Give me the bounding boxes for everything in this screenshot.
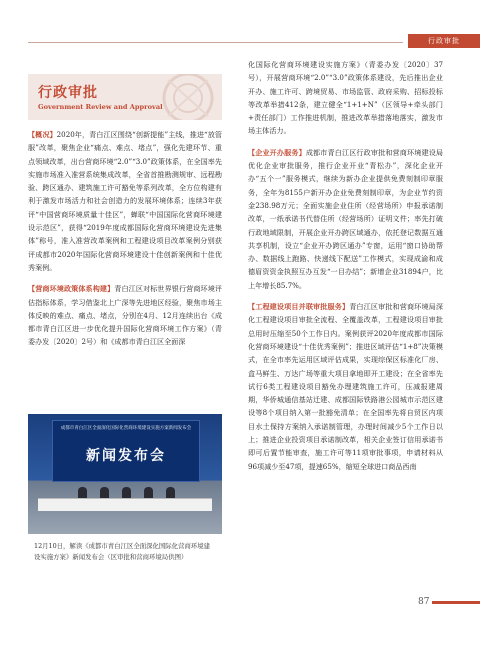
enterprise-heading: 【企业开办服务】 bbox=[248, 147, 306, 157]
section-tag: 行政审批 bbox=[408, 34, 480, 48]
screen-title: 新闻发布会 bbox=[86, 448, 166, 464]
policy-paragraph bbox=[28, 282, 222, 348]
right-column bbox=[248, 58, 443, 481]
project-heading: 【工程建设项目并联审批服务】 bbox=[248, 302, 350, 312]
overview-text: 2020年，青白江区围绕“创新提能”主线，推进“放管服”改革，聚焦企业“痛点、难点、堵点”，强化先建环节、重点领域改革，出台营商环境“2.0”“3.0”政策体系，在全国率先实施市场准入准营系统集成改革，全省首推勘测规审、远程勘验、跨区通办、建筑施工许可豁免等系列改革，全方位构建有利于激发市场活力和社会创造力的发展环境体系；连续3年获评“中国营商环境质量十佳区”，蝉联“中国国际化营商环境建设示范区”，获得“2019年度成都国际化营商环境建设先进集体”称号，准入准营改革案例和工程建设项目改革案例分别获评成都市2020年国际化营商环境建设十佳创新案例和十佳优秀案例。 bbox=[28, 130, 222, 272]
photo-caption: 12月10日，解读《成都市青白江区全面深化国际化营商环境建设实施方案》新闻发布会（区审批和营商环境局供图） bbox=[34, 542, 211, 561]
policy-text: 青白江区对标世界银行营商环境评估指标体系，学习借鉴北上广深等先进地区经验，聚焦市场主体反映的难点、痛点、堵点，分别在4月、12月连续出台《成都市青白江区进一步优化提升国际化营商环境工作方案》（青委办发〔2020〕2号）和《成都市青白江区全面深 bbox=[28, 284, 223, 347]
seal-pattern-icon bbox=[154, 74, 218, 120]
press-conference-photo bbox=[28, 414, 222, 534]
overview-heading: 【概况】 bbox=[28, 130, 57, 139]
screen-subtitle: 成都市青白江区全面深化国际化营商环境建设实施方案新闻发布会 bbox=[60, 426, 192, 431]
header-rule bbox=[28, 42, 403, 43]
conference-table bbox=[38, 498, 212, 511]
policy-continued-paragraph: 化国际化营商环境建设实施方案》（青委办发〔2020〕37号），开展营商环境“2.0”“3.0”政策体系建设，先后推出企业开办、施工许可、跨境贸易、市场监管、政府采购、招标投标等改革举措412条，建立健全“1+1+N”（区领导+牵头部门+责任部门）工作推进机制，推进改革举措落地落实，激发市场主体活力。 bbox=[248, 60, 443, 136]
stage-screen bbox=[52, 420, 200, 482]
page-number: 87 bbox=[418, 597, 430, 607]
project-paragraph bbox=[248, 300, 443, 473]
policy-heading: 【营商环境政策体系构建】 bbox=[28, 284, 115, 294]
enterprise-paragraph bbox=[248, 146, 443, 292]
section-banner bbox=[28, 74, 222, 120]
page-number-bar bbox=[432, 601, 480, 604]
running-header bbox=[0, 34, 480, 48]
project-text: 青白江区审批和营商环境局深化工程建设项目审批全流程、全覆盖改革，工程建设项目审批总用时压缩至50个工作日内。案例获评2020年度成都市国际化营商环境建设“十佳优秀案例”；推进区域评估“1+8”决策模式，在全市率先运用区域评估成果，实现综保区标准化厂房、盒马鲜生、万达广场等重大项目拿地即开工建设；在全省率先试行6类工程建设项目豁免办理建筑施工许可，压减报建周期，华侨城通信基站迁建、成都国际铁路港公园城市示范区建设等8个项目纳入第一批豁免清单；在全国率先将自贸区内项目水土保持方案纳入承诺制管理，办理时间减少5个工作日以上；推进企业投资项目承诺制改革，相关企业签订信用承诺书即可后置节能审查，施工许可等11项审批事项，申请材料从96项减少至47项，提速65%，缩短全球进口商品西南 bbox=[248, 302, 444, 471]
overview-paragraph bbox=[28, 128, 222, 274]
left-column bbox=[28, 128, 222, 357]
enterprise-text: 成都市青白江区行政审批和营商环境建设局优化企业审批服务，推行企业开业“青松办”，深化企业开办“五个一”服务模式，继续为新办企业提供免费刻制印章服务，全年为8155户新开办企业免费刻制印章，为企业节约资金238.98万元；全面实施企业住所（经营场所）申报承诺制改革，一纸承诺书代替住所（经营场所）证明文件；率先打破行政地域限制，开展企业开办跨区域通办，依托登记数据互通共享机制，设立“企业开办跨区通办”专窗，运用“窗口协助帮办、数据线上跑路、快递线下配送”工作模式，实现成渝和成德眉资资金执照互办互发“一目办结”；新增企业31894户，比上年增长85.7%。 bbox=[248, 147, 444, 290]
section-title: 行政审批 bbox=[38, 85, 98, 101]
section-title-english: Government Review and Approval bbox=[38, 103, 163, 111]
